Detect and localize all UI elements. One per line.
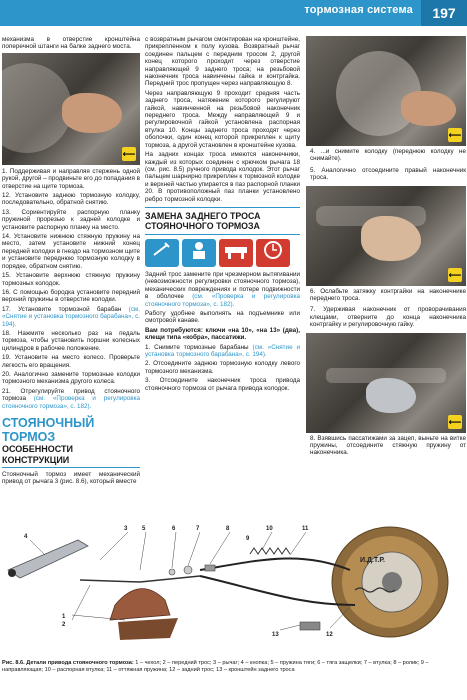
paragraph: 12. Установите заднюю тормозную колодку, последовательно, обратной снятию. [2,192,140,207]
column-middle [145,36,300,394]
figure-caption: Рис. 8.6. Детали привода стояночного тормоза: 1 – чехол; 2 – передний трос; 3 – рычаг; 4 – кнопка; 5 – пружина тяги; 6 – тяга защелки; 7 – втулка; 8 – ролик; 9 – направляющая; 10 – распорная втулка; 11 – оттяжная пружина; 12 – задний трос; 13 – кронштейн заднего троса [2,660,429,673]
photo-caption: 6. Ослабьте затяжку контргайки на наконечнике переднего троса. [310,287,466,303]
step-badge: ⟵ [448,269,462,280]
label-6: 6 [172,526,176,532]
step-badge: ⟵ [122,148,136,159]
paragraph: Стояночный тормоз имеет механический привод от рычага 3 (рис. 8.6), который вместе [2,471,140,486]
label-12: 12 [326,632,333,638]
label-2: 2 [62,622,66,628]
step-badge: ⟵ [448,130,462,140]
paragraph: 21. Отрегулируйте привод стояночного тормоза (см. «Проверка и регулировка стояночного тормоза», с. 182). [2,387,140,410]
time-icon [256,239,290,267]
photo-caption: 5. Аналогично отсоедините правый наконечник троса. [310,166,466,182]
label-9: 9 [246,536,250,542]
paragraph: 14. Установите нижнюю стяжную пружину на место, затем установите нижний конец передней колодки в гнездо на тормозном щите и установите переднюю тормозную колодку в порядке, обратном снятию. [2,233,140,270]
photo-brake-shoe-removal [306,36,466,146]
tools-icon [145,239,179,267]
cross-reference-link[interactable]: (см. «Снятие и установка тормозного барабана», с. 194). [145,343,300,358]
subsection-heading: ОСОБЕННОСТИ КОНСТРУКЦИИ [2,444,140,468]
photo-caption: 8. Взявшись пассатижами за зацеп, выньте на витке пружины, отсоедините стяжную пружину от наконечника. [310,434,466,457]
tools-required: Вам потребуются: ключи «на 10», «на 13» (два), клещи типа «кобра», пассатижи. [145,326,300,342]
page-number: 197 [421,0,467,26]
label-11: 11 [302,526,309,532]
mechanic-icon [182,239,216,267]
lift-icon [219,239,253,267]
label-4: 4 [24,534,28,540]
paragraph: 1. Поддерживая и направляя стержень одной рукой, другой – продвиньте его до попадания в отверстие на щите тормоза. [2,167,140,190]
drum-label: И.Д.Т.Р. [360,557,385,564]
paragraph: механизма в отверстие кронштейна поперечной штанги на балке заднего моста. [2,36,140,51]
column-left [2,36,140,488]
paragraph: Работу удобнее выполнять на подъемнике или смотровой канаве. [145,309,300,325]
column-right [306,36,466,461]
cross-reference-link[interactable]: (см. «Проверка и регулировка стояночного тормоза», с. 182). [2,395,140,410]
cross-reference-link[interactable]: (см. «Проверка и регулировка стояночного тормоза», с. 182). [145,293,300,308]
section-heading: СТОЯНОЧНЫЙ ТОРМОЗ [2,416,95,444]
paragraph: На задних концах троса имеются наконечники, каждый из которых соединен с крючком рычага 18 (см. рис. 8.5) ручного привода колодок. Этот рычаг пальцем шарнирно прикреплен к тормозной колодке и верхней частью упирается в паз распорной планки 20. В противоположный паз планки установлено ребро тормозной колодки. [145,151,300,203]
paragraph: 18. Нажмите несколько раз на педаль тормоза, чтобы установить поршни колесных цилиндров в рабочее положение. [2,329,140,352]
difficulty-icons [145,239,300,267]
photo-caption: 4. ...и снимите колодку (переднюю колодку не снимайте). [310,148,466,163]
lever-shape [8,540,88,578]
photo-rear-brake-1 [2,53,140,165]
rear-cable [200,558,350,570]
section-title: тормозная система [304,4,413,16]
page-header [0,0,467,26]
paragraph: Через направляющую 9 проходит средняя часть заднего троса, натяжение которого регулируют гайкой, навинченной на резьбовой наконечник переднего троса. Между направляющей 9 и регулировочной гайкой установлена распорная втулка 10. Концы заднего троса проходят через оболочки, один конец которой прикреплен к щиту тормоза, а другой установлен в кронштейне кузова. [145,89,300,149]
label-3: 3 [124,526,128,532]
paragraph: 3. Отсоедините наконечник троса привода стояночного тормоза от рычага привода колодок. [145,377,300,392]
label-8: 8 [226,526,230,532]
label-7: 7 [196,526,200,532]
paragraph: с возвратным рычагом смонтирован на кронштейне, прикрепленном к полу кузова. Возвратный рычаг соединен пальцем с передним тросом 2, другой конец которого проходит через отверстие направляющей 9 заднего троса; на резьбовой наконечник троса навинчены гайка и контргайка. Передний трос пропущен через направляющую 8. [145,36,300,88]
photo-spring-disconnect [306,333,466,433]
paragraph: 2. Отсоедините заднюю тормозную колодку левого тормозного механизма. [145,360,300,375]
boot-shape [110,589,170,620]
label-13: 13 [272,632,279,638]
procedure-heading: ЗАМЕНА ЗАДНЕГО ТРОСА СТОЯНОЧНОГО ТОРМОЗА [145,207,300,235]
paragraph: 1. Снимите тормозные барабаны (см. «Снятие и установка тормозного барабана», с. 194). [145,343,300,358]
label-10: 10 [266,526,273,532]
cross-reference-link[interactable]: (см. «Снятие и установка тормозного барабана», с. 194). [2,305,140,328]
label-5: 5 [142,526,146,532]
paragraph: 19. Установите на место колесо. Проверьте легкость его вращения. [2,354,140,369]
photo-locknut-loosening [306,186,466,286]
step-badge: ⟵ [448,416,462,427]
paragraph: Задний трос замените при чрезмерном вытягивании (невозможности регулировки стояночного тормоза), механических повреждениях и потере подвижности в оболочке (см. «Проверка и регулировка стояночного тормоза», с. 182). [145,270,300,308]
paragraph: 13. Сориентируйте распорную планку пружиной прорезью к задней колодке и установите распорную планку на место. [2,208,140,231]
label-1: 1 [62,614,66,620]
paragraph: 16. С помощью бородка установите передний верхний пружины в отверстие колодки. [2,288,140,304]
paragraph: 15. Установите верхнюю стяжную пружину тормозных колодок. [2,272,140,287]
parking-brake-diagram [0,510,467,650]
paragraph: 17. Установите тормозной барабан (см. «Снятие и установка тормозного барабана», с. 194). [2,305,140,328]
paragraph: 20. Аналогично замените тормозные колодки тормозного механизма другого колеса. [2,370,140,386]
photo-caption: 7. Удерживая наконечник от проворачивания клещами, отверните до конца наконечника контргайку и регулировочную гайку. [310,306,466,329]
